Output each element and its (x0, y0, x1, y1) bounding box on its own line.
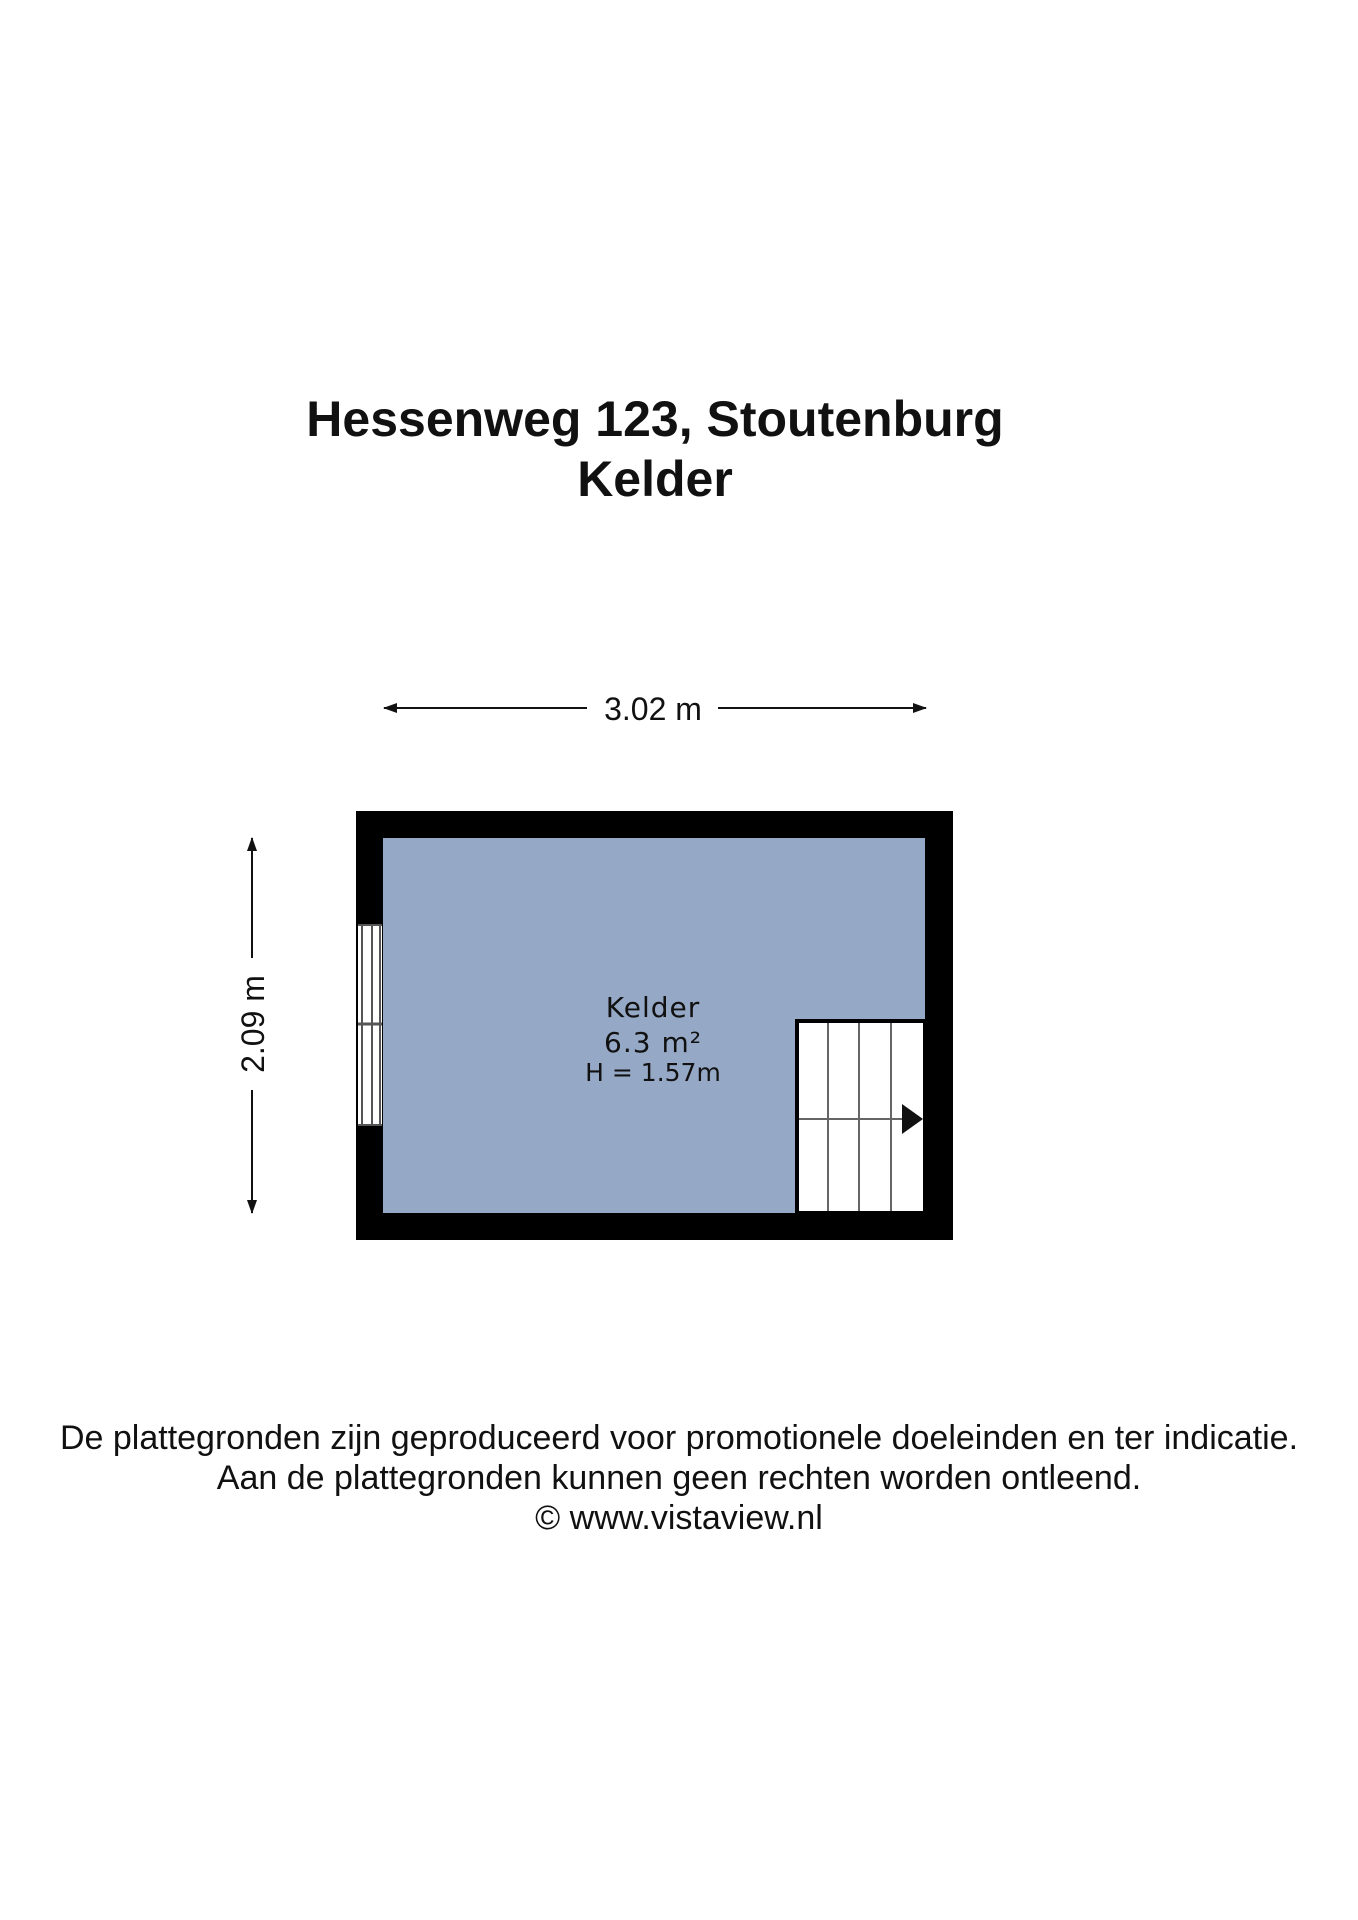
width-dimension (384, 691, 926, 727)
depth-dimension-label: 2.09 m (235, 975, 271, 1073)
window-icon (358, 925, 382, 1125)
depth-dimension (235, 838, 271, 1213)
copyright-line: © www.vistaview.nl (535, 1499, 823, 1537)
floor-name: Kelder (577, 451, 733, 507)
disclaimer-line-1: De plattegronden zijn geproduceerd voor promotionele doeleinden en ter indicatie. (59, 1419, 1299, 1457)
page-title: Hessenweg 123, Stoutenburg (306, 391, 1004, 447)
room-height: H = 1.57m (585, 1058, 721, 1087)
disclaimer-line-2: Aan de plattegronden kunnen geen rechten worden ontleend. (216, 1459, 1142, 1497)
width-dimension-label: 3.02 m (604, 691, 702, 727)
room-area: 6.3 m² (604, 1026, 702, 1059)
room-name: Kelder (605, 991, 701, 1024)
stairs (797, 1021, 925, 1213)
